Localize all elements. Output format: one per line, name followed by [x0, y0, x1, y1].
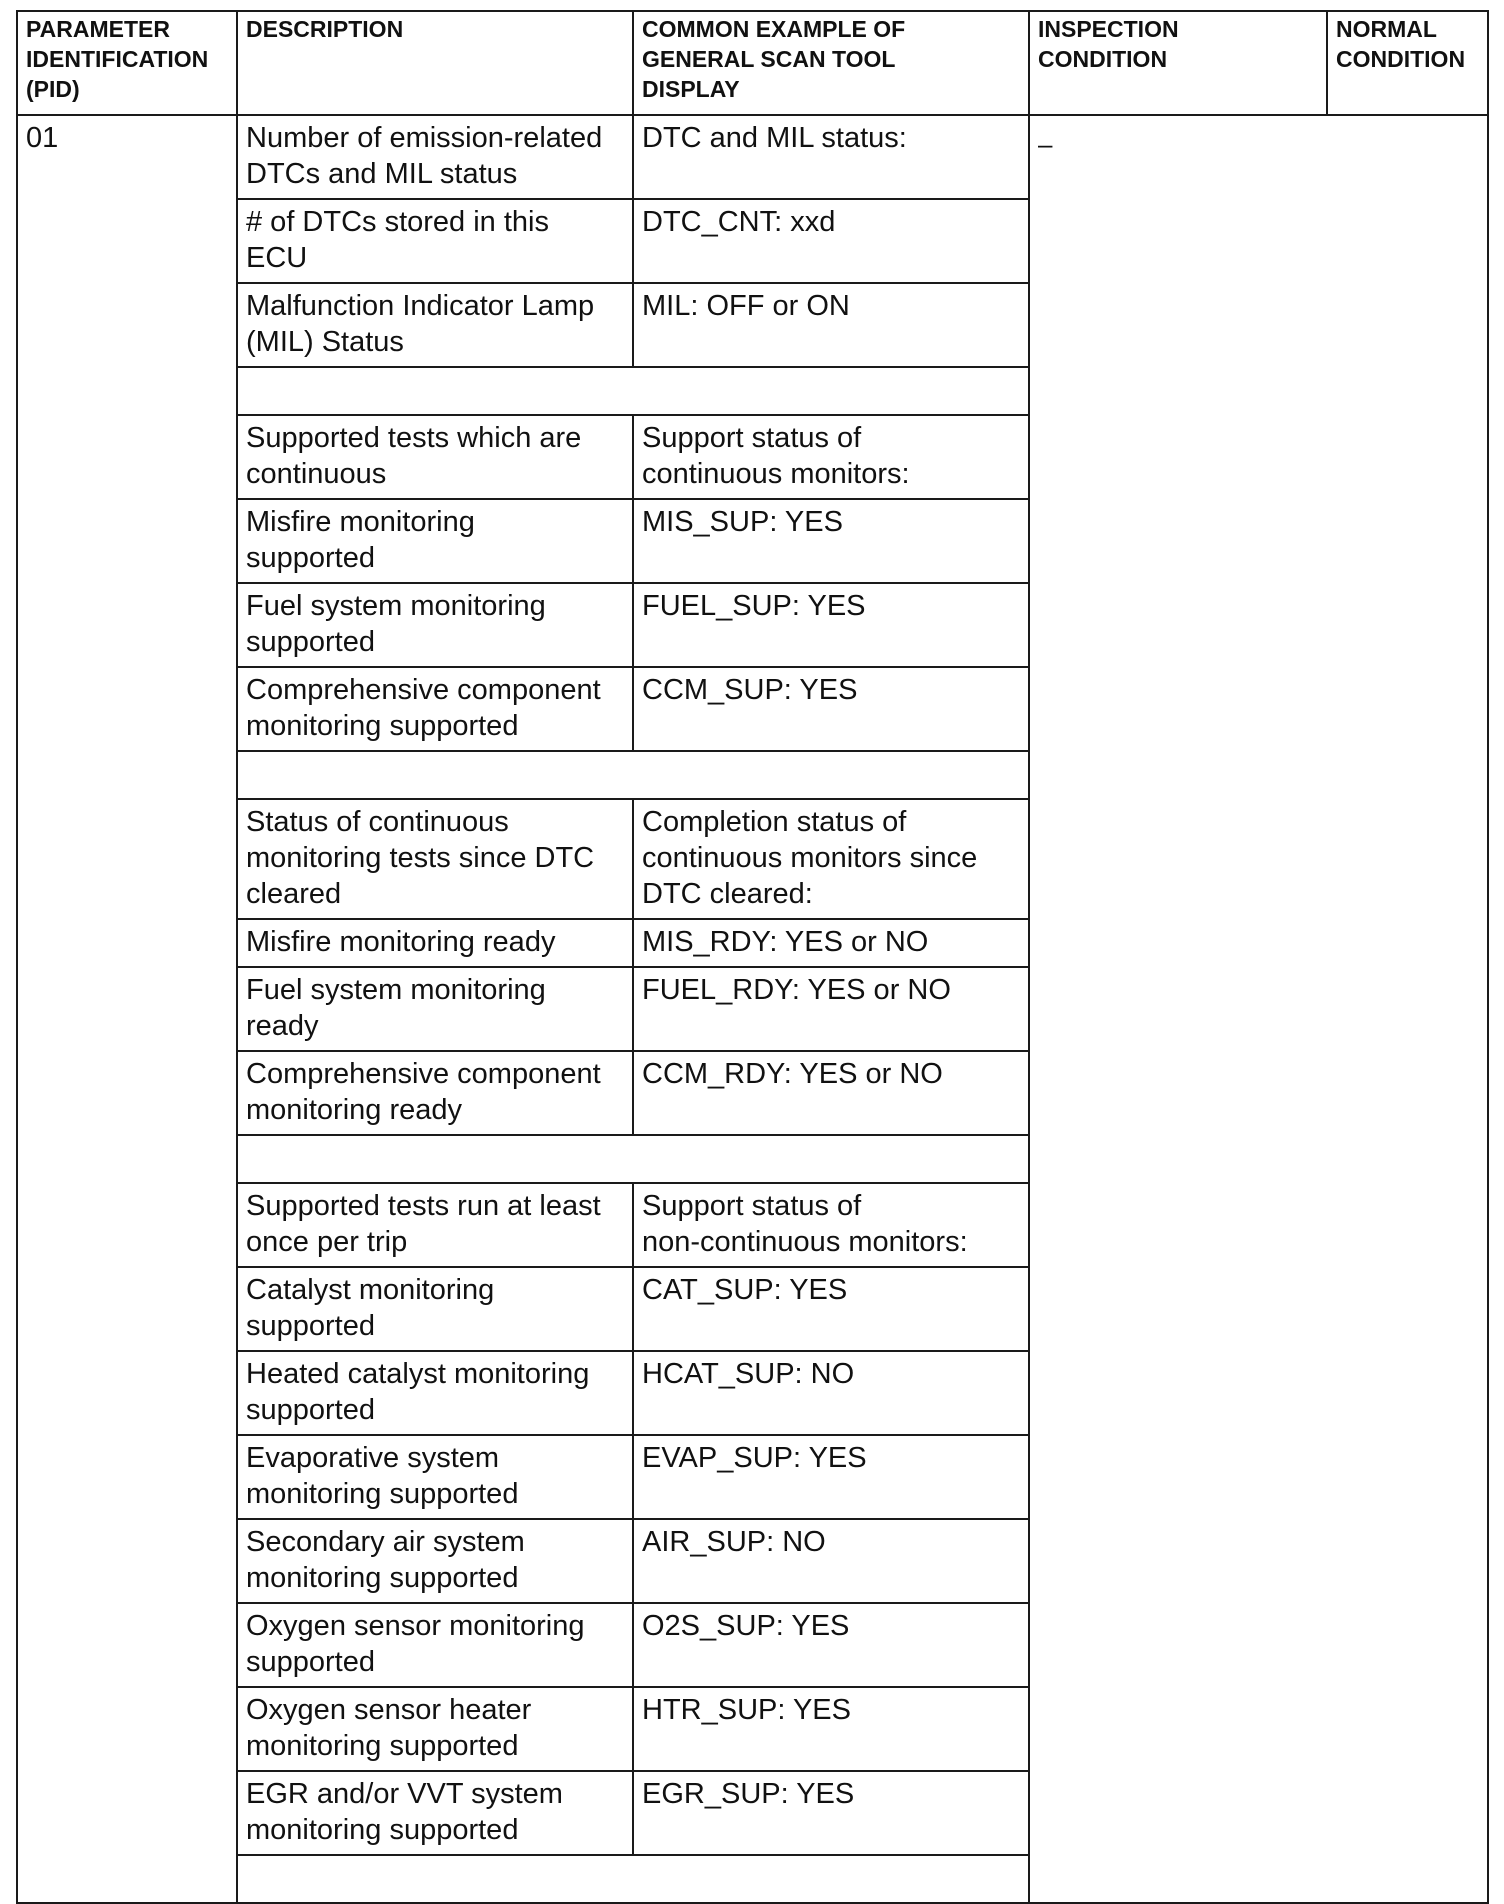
header-example: COMMON EXAMPLE OF GENERAL SCAN TOOL DISPLAY — [633, 11, 1029, 115]
description-cell — [237, 583, 633, 667]
example-text: O2S_SUP: YES — [642, 1610, 850, 1642]
spacer-cell — [237, 1135, 1029, 1183]
description-text: Misfire monitoring ready — [246, 926, 556, 958]
example-text: HTR_SUP: YES — [642, 1694, 851, 1726]
example-text: CAT_SUP: YES — [642, 1274, 848, 1306]
example-cell — [633, 499, 1029, 583]
example-cell — [633, 583, 1029, 667]
description-text: Secondary air system monitoring supported — [246, 1526, 525, 1594]
example-cell — [633, 667, 1029, 751]
header-description: DESCRIPTION — [237, 11, 633, 115]
pid-cell: 01 — [17, 115, 237, 1903]
header-normal: NORMAL CONDITION — [1327, 11, 1488, 115]
description-text: Supported tests run at least once per trip — [246, 1190, 601, 1258]
description-cell — [237, 1687, 633, 1771]
description-text: # of DTCs stored in this ECU — [246, 206, 549, 274]
example-text: DTC_CNT: xxd — [642, 206, 836, 238]
example-text: MIS_SUP: YES — [642, 506, 843, 538]
description-cell — [237, 1051, 633, 1135]
description-cell — [237, 1519, 633, 1603]
description-cell — [237, 919, 633, 967]
example-text: DTC and MIL status: — [642, 122, 907, 154]
example-cell — [633, 115, 1029, 199]
description-text: Comprehensive component monitoring ready — [246, 1058, 601, 1126]
header-row — [17, 11, 1488, 115]
description-text: Oxygen sensor monitoring supported — [246, 1610, 585, 1678]
example-cell — [633, 1051, 1029, 1135]
example-cell — [633, 1771, 1029, 1855]
example-cell — [633, 1603, 1029, 1687]
description-cell — [237, 415, 633, 499]
example-text: Completion status of continuous monitors since DTC cleared: — [642, 806, 978, 910]
example-text: Support status of non-continuous monitors: — [642, 1190, 968, 1258]
example-text: MIL: OFF or ON — [642, 290, 850, 322]
description-cell — [237, 1435, 633, 1519]
pid-table — [16, 10, 1489, 1904]
example-text: Support status of continuous monitors: — [642, 422, 910, 490]
example-text: FUEL_RDY: YES or NO — [642, 974, 951, 1006]
description-cell — [237, 799, 633, 919]
description-cell — [237, 115, 633, 199]
description-text: EGR and/or VVT system monitoring supported — [246, 1778, 563, 1846]
example-cell — [633, 1519, 1029, 1603]
example-text: HCAT_SUP: NO — [642, 1358, 855, 1390]
inspection-cell — [1029, 115, 1488, 1903]
example-cell — [633, 1351, 1029, 1435]
description-cell — [237, 1771, 633, 1855]
description-cell — [237, 199, 633, 283]
example-cell — [633, 1267, 1029, 1351]
description-text: Evaporative system monitoring supported — [246, 1442, 519, 1510]
example-cell — [633, 1183, 1029, 1267]
description-cell — [237, 499, 633, 583]
example-text: EGR_SUP: YES — [642, 1778, 855, 1810]
spacer-cell — [237, 751, 1029, 799]
example-text: FUEL_SUP: YES — [642, 590, 866, 622]
spacer-cell — [237, 1855, 1029, 1903]
description-cell — [237, 967, 633, 1051]
example-text: CCM_SUP: YES — [642, 674, 858, 706]
example-cell — [633, 1687, 1029, 1771]
example-text: CCM_RDY: YES or NO — [642, 1058, 943, 1090]
description-text: Misfire monitoring supported — [246, 506, 475, 574]
header-pid: PARAMETER IDENTIFICATION (PID) — [17, 11, 237, 115]
spacer-cell — [237, 367, 1029, 415]
example-text: AIR_SUP: NO — [642, 1526, 826, 1558]
description-text: Number of emission-related DTCs and MIL status — [246, 122, 603, 190]
example-cell — [633, 283, 1029, 367]
example-cell — [633, 199, 1029, 283]
example-cell — [633, 967, 1029, 1051]
example-text: MIS_RDY: YES or NO — [642, 926, 929, 958]
description-text: Malfunction Indicator Lamp (MIL) Status — [246, 290, 595, 358]
description-text: Catalyst monitoring supported — [246, 1274, 495, 1342]
description-text: Status of continuous monitoring tests since DTC cleared — [246, 806, 595, 910]
example-cell — [633, 1435, 1029, 1519]
description-cell — [237, 283, 633, 367]
example-cell — [633, 799, 1029, 919]
description-cell — [237, 1267, 633, 1351]
description-cell — [237, 1603, 633, 1687]
table-row — [17, 115, 1488, 199]
header-inspection: INSPECTION CONDITION — [1029, 11, 1327, 115]
description-cell — [237, 1351, 633, 1435]
description-text: Comprehensive component monitoring supported — [246, 674, 601, 742]
example-cell — [633, 415, 1029, 499]
description-text: Oxygen sensor heater monitoring supported — [246, 1694, 532, 1762]
description-text: Fuel system monitoring supported — [246, 590, 546, 658]
description-cell — [237, 1183, 633, 1267]
description-cell — [237, 667, 633, 751]
inspection-dash: – — [1038, 129, 1053, 159]
example-text: EVAP_SUP: YES — [642, 1442, 867, 1474]
description-text: Fuel system monitoring ready — [246, 974, 546, 1042]
description-text: Supported tests which are continuous — [246, 422, 582, 490]
example-cell — [633, 919, 1029, 967]
description-text: Heated catalyst monitoring supported — [246, 1358, 590, 1426]
